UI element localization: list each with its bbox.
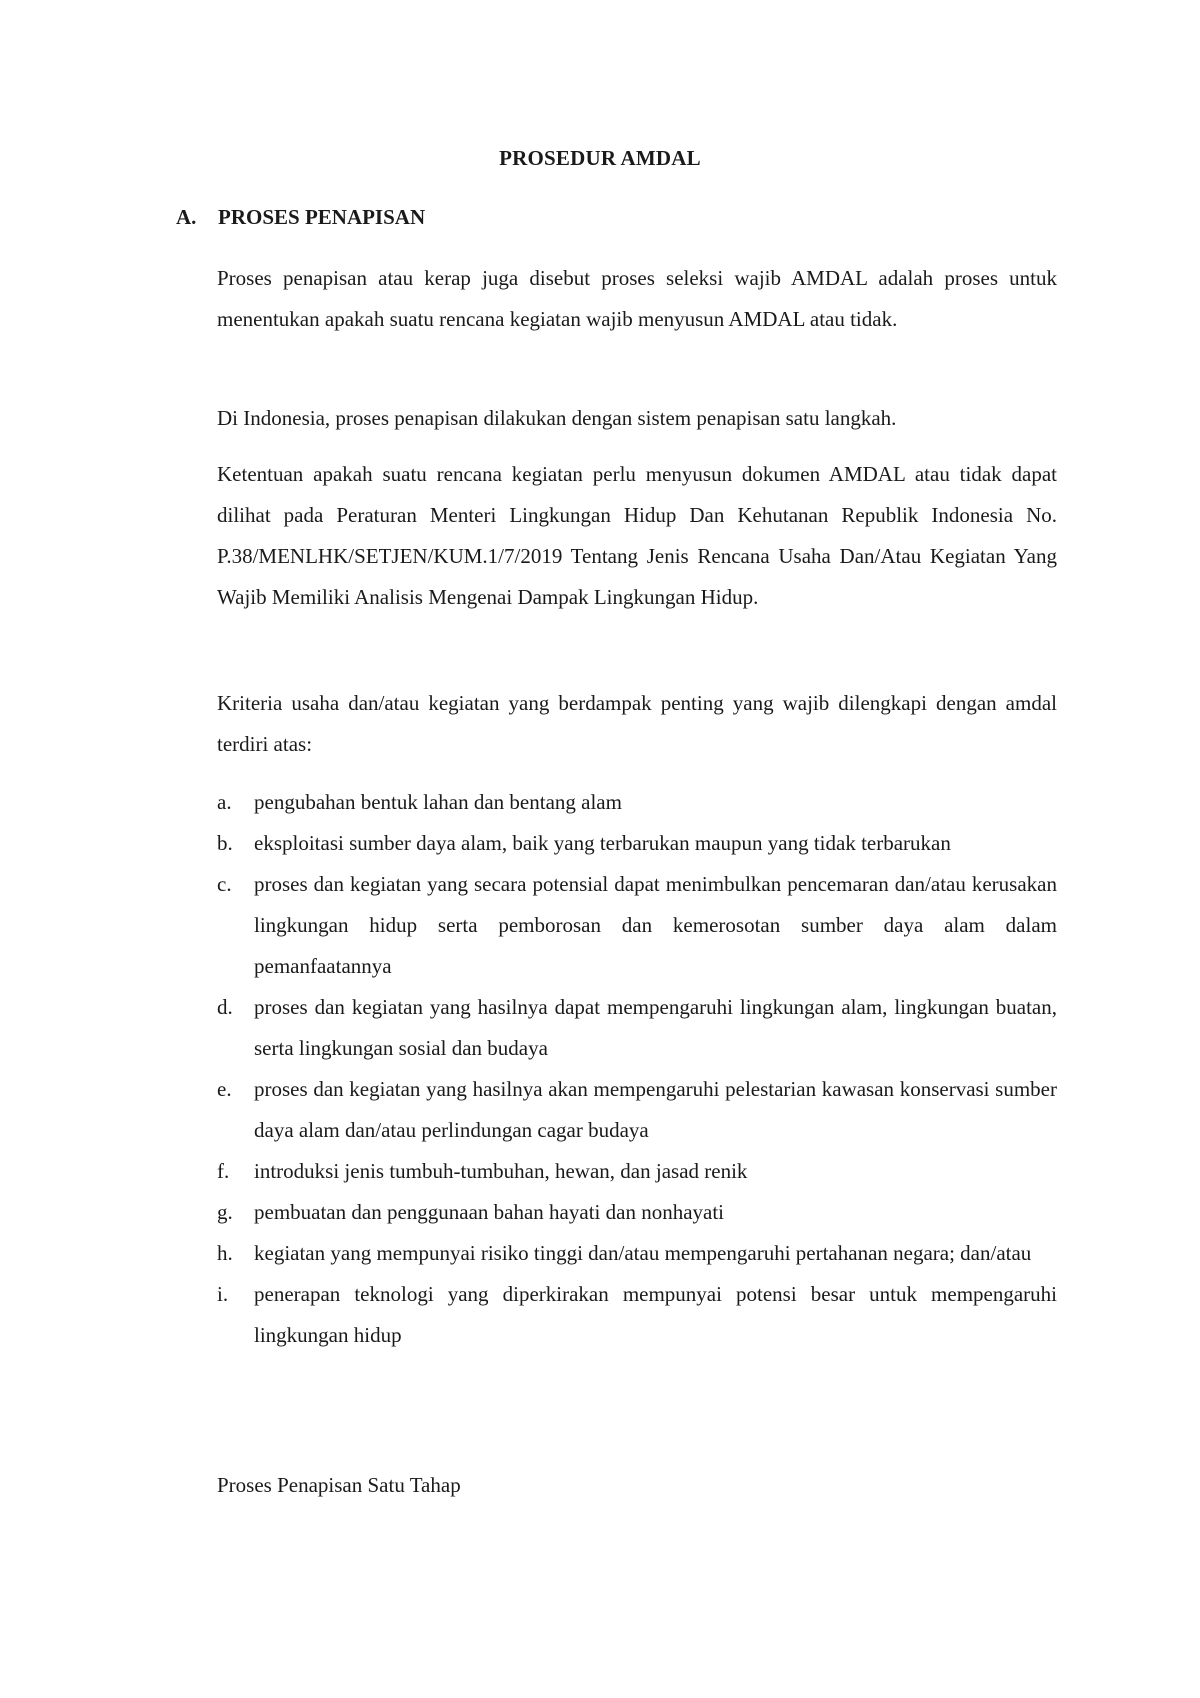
list-marker: a. xyxy=(217,790,232,814)
paragraph-regulation: Ketentuan apakah suatu rencana kegiatan perlu menyusun dokumen AMDAL atau tidak dapat dilihat pada Peraturan Menteri Lingkungan Hidup Dan Kehutanan Republik Indonesia No. P.38/MENLHK/SETJEN/KUM.1/7/2019 Tentang Jenis Rencana Usaha Dan/Atau Kegiatan Yang Wajib Memiliki Analisis Mengenai Dampak Lingkungan Hidup. xyxy=(217,462,1057,609)
document-title: PROSEDUR AMDAL xyxy=(499,146,701,170)
criteria-list xyxy=(217,782,1057,1356)
paragraph-criteria-intro: Kriteria usaha dan/atau kegiatan yang berdampak penting yang wajib dilengkapi dengan amdal terdiri atas: xyxy=(217,691,1057,756)
list-item xyxy=(217,1069,1057,1151)
list-marker: b. xyxy=(217,831,233,855)
list-item-text: penerapan teknologi yang diperkirakan mempunyai potensi besar untuk mempengaruhi lingkungan hidup xyxy=(254,1282,1057,1347)
list-item-text: kegiatan yang mempunyai risiko tinggi dan/atau mempengaruhi pertahanan negara; dan/atau xyxy=(254,1241,1032,1265)
list-marker: d. xyxy=(217,995,233,1019)
subheading-one-step-screening: Proses Penapisan Satu Tahap xyxy=(217,1473,461,1497)
list-item-text: pembuatan dan penggunaan bahan hayati dan nonhayati xyxy=(254,1200,724,1224)
list-item-text: eksploitasi sumber daya alam, baik yang terbarukan maupun yang tidak terbarukan xyxy=(254,831,951,855)
list-item xyxy=(217,1151,1057,1192)
list-marker: c. xyxy=(217,872,232,896)
list-item xyxy=(217,1192,1057,1233)
list-marker: e. xyxy=(217,1077,232,1101)
list-item xyxy=(217,782,1057,823)
section-marker: A. xyxy=(176,205,197,229)
list-item-text: proses dan kegiatan yang hasilnya dapat mempengaruhi lingkungan alam, lingkungan buatan, serta lingkungan sosial dan budaya xyxy=(254,995,1057,1060)
list-marker: f. xyxy=(217,1159,230,1183)
list-marker: i. xyxy=(217,1282,229,1306)
list-item-text: pengubahan bentuk lahan dan bentang alam xyxy=(254,790,622,814)
list-item xyxy=(217,1233,1057,1274)
list-item-text: proses dan kegiatan yang secara potensial dapat menimbulkan pencemaran dan/atau kerusakan lingkungan hidup serta pemborosan dan kemerosotan sumber daya alam dalam pemanfaatannya xyxy=(254,872,1057,978)
list-marker: h. xyxy=(217,1241,233,1265)
paragraph-indonesia: Di Indonesia, proses penapisan dilakukan dengan sistem penapisan satu langkah. xyxy=(217,406,897,430)
list-item xyxy=(217,823,1057,864)
list-item-text: proses dan kegiatan yang hasilnya akan mempengaruhi pelestarian kawasan konservasi sumber daya alam dan/atau perlindungan cagar budaya xyxy=(254,1077,1057,1142)
list-item-text: introduksi jenis tumbuh-tumbuhan, hewan, dan jasad renik xyxy=(254,1159,748,1183)
list-item xyxy=(217,864,1057,987)
section-title: PROSES PENAPISAN xyxy=(218,205,426,229)
list-marker: g. xyxy=(217,1200,233,1224)
list-item xyxy=(217,1274,1057,1356)
list-item xyxy=(217,987,1057,1069)
paragraph-definition: Proses penapisan atau kerap juga disebut proses seleksi wajib AMDAL adalah proses untuk menentukan apakah suatu rencana kegiatan wajib menyusun AMDAL atau tidak. xyxy=(217,266,1057,331)
section-heading xyxy=(176,205,425,230)
